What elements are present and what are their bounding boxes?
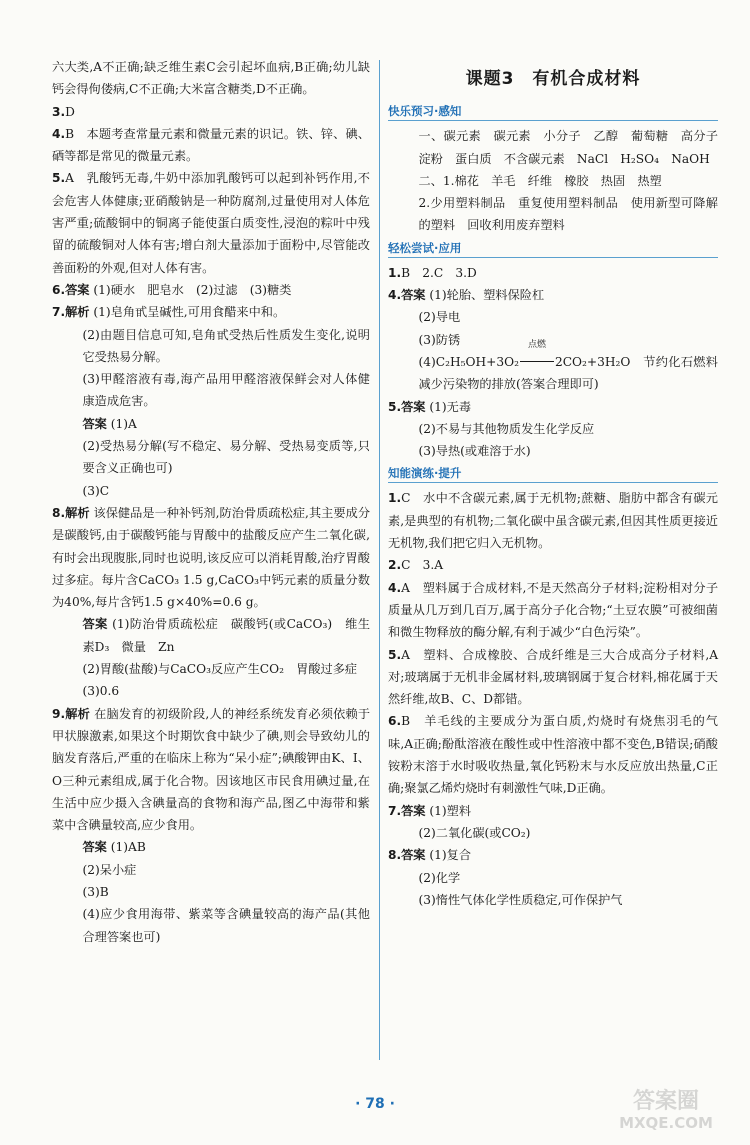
answer-paragraph <box>388 844 718 866</box>
answer-paragraph <box>52 903 370 948</box>
question-number: 4. <box>388 288 402 303</box>
answer-text: (2)不易与其他物质发生化学反应 <box>418 421 595 436</box>
answer-label: 答案 <box>401 848 426 863</box>
answer-text: C 3.A <box>401 558 444 573</box>
question-number: 5. <box>388 647 402 662</box>
watermark-logo <box>596 1082 736 1134</box>
answer-text: (1)轮胎、塑料保险杠 <box>429 288 545 303</box>
answer-paragraph <box>52 859 370 881</box>
answer-text: 六大类,A不正确;缺乏维生素C会引起坏血病,B正确;幼儿缺钙会得佝偻病,C不正确;大米富含糖类,D不正确。 <box>52 60 370 97</box>
answer-paragraph <box>388 867 718 889</box>
answer-paragraph <box>52 881 370 903</box>
preview-answers <box>388 125 731 236</box>
answer-text: (3)B <box>82 884 109 899</box>
answer-paragraph <box>388 554 718 576</box>
question-number: 1. <box>388 265 402 280</box>
page-number: · 78 · <box>355 1096 395 1112</box>
answer-label: 解析 <box>65 706 91 721</box>
answer-paragraph <box>388 284 718 306</box>
answer-label: 答案 <box>82 416 107 431</box>
watermark-line1: 答案圈 <box>632 1089 700 1114</box>
answer-paragraph <box>52 680 370 702</box>
answer-text: 该保健品是一种补钙剂,防治骨质疏松症,其主要成分是碳酸钙,由于碳酸钙能与胃酸中的盐酸反应产生二氧化碳,有时会出现腹胀,同时也说明,该反应可以消耗胃酸,治疗胃酸过多症。每片含CaCO₃ 1.5 g,CaCO₃中钙元素的质量分数为40%,每片含钙1.5 g×40%=0.6 g。 <box>52 505 371 610</box>
practice-answers <box>388 487 718 911</box>
right-column <box>388 56 731 911</box>
question-number: 3. <box>52 104 66 119</box>
answer-text: B 2.C 3.D <box>401 265 477 280</box>
answer-paragraph <box>52 101 370 123</box>
answer-paragraph <box>52 123 370 168</box>
equation-arrow <box>519 339 555 373</box>
section-heading-practice: 知能演练·提升 <box>388 464 718 483</box>
answer-paragraph <box>52 368 370 413</box>
answer-text: (1)复合 <box>429 848 472 863</box>
question-number: 7. <box>52 305 66 320</box>
answer-text: (3)C <box>82 483 110 498</box>
answer-label: 答案 <box>82 840 107 855</box>
question-number: 6. <box>52 282 66 297</box>
answer-text: (3)0.6 <box>82 684 120 699</box>
answer-text: 一、碳元素 碳元素 小分子 乙醇 葡萄糖 高分子 淀粉 蛋白质 不含碳元素 NaCl H₂SO₄ NaOH <box>418 129 731 166</box>
answer-text: (3)导热(或难溶于水) <box>418 444 531 459</box>
answer-text: 在脑发育的初级阶段,人的神经系统发育必须依赖于甲状腺激素,如果这个时期饮食中缺少了碘,则会导致幼儿的脑发育落后,严重的在临床上称为“呆小症”;碘酸钾由K、I、O三种元素组成,属于化合物。因该地区市民食用碘过量,在生活中应少摄入含碘量高的食物和海产品,图乙中海带和紫菜中含碘量较高,应少食用。 <box>52 706 371 833</box>
answer-label: 解析 <box>65 305 90 320</box>
question-number: 6. <box>388 714 402 729</box>
answer-text: C 水中不含碳元素,属于无机物;蔗糖、脂肪中都含有碳元素,是典型的有机物;二氧化碳中虽含碳元素,但因其性质更接近无机物,我们把它归入无机物。 <box>388 491 718 551</box>
question-number: 4. <box>388 580 402 595</box>
answer-text: (4)应少食用海带、紫菜等含碘量较高的海产品(其他合理答案也可) <box>82 907 370 944</box>
answer-text: (2)化学 <box>418 870 461 885</box>
answer-text: (1)防治骨质疏松症 碳酸钙(或CaCO₃) 维生素D₃ 微量 Zn <box>82 617 371 654</box>
question-number: 7. <box>388 803 402 818</box>
question-number: 5. <box>52 171 66 186</box>
answer-text: (1)A <box>110 416 137 431</box>
answer-text: (3)甲醛溶液有毒,海产品用甲醛溶液保鲜会对人体健康造成危害。 <box>82 372 370 409</box>
answer-label: 答案 <box>401 399 426 414</box>
answer-paragraph <box>388 440 718 462</box>
answer-text: (3)防锈 <box>418 332 461 347</box>
answer-paragraph <box>388 644 718 711</box>
watermark-line2: MXQE.COM <box>619 1114 713 1132</box>
answer-paragraph <box>388 418 718 440</box>
answer-text: (2)二氧化碳(或CO₂) <box>418 825 531 840</box>
answer-paragraph <box>388 577 718 644</box>
answer-paragraph <box>52 502 370 613</box>
answer-text: A 塑料、合成橡胶、合成纤维是三大合成高分子材料,A对;玻璃属于无机非金属材料,玻璃钢属于复合材料,棉花属于天然纤维,故B、C、D都错。 <box>388 647 718 707</box>
answer-paragraph <box>388 306 718 328</box>
equation-reactants: (4)C₂H₅OH+3O₂ <box>418 354 519 369</box>
try-answers-cont <box>388 396 718 463</box>
answer-text: B 羊毛线的主要成分为蛋白质,灼烧时有烧焦羽毛的气味,A正确;酚酞溶液在酸性或中性溶液中都不变色,B错误;硝酸铵粉末溶于水时吸收热量,氧化钙粉末与水反应放出热量,C正确;聚氯乙烯灼烧时有刺激性气味,D正确。 <box>388 714 718 796</box>
answer-label: 解析 <box>65 505 90 520</box>
answer-text: 2.少用塑料制品 重复使用塑料制品 使用新型可降解的塑料 回收利用废弃塑料 <box>418 196 718 233</box>
answer-label: 答案 <box>401 803 426 818</box>
column-divider <box>379 60 380 1060</box>
answer-paragraph <box>388 889 718 911</box>
answer-text: (1)无毒 <box>429 399 472 414</box>
answer-label: 答案 <box>401 288 426 303</box>
answer-label: 答案 <box>82 617 108 632</box>
answer-paragraph <box>388 192 718 237</box>
answer-text: (2)受热易分解(写不稳定、易分解、受热易变质等,只要含义正确也可) <box>82 439 370 476</box>
answer-paragraph <box>52 324 370 369</box>
answer-paragraph <box>52 435 370 480</box>
left-column <box>52 56 370 948</box>
answer-paragraph <box>52 279 370 301</box>
answer-text: (3)惰性气体化学性质稳定,可作保护气 <box>418 892 623 907</box>
answer-paragraph <box>52 56 370 101</box>
answer-text: D <box>65 104 75 119</box>
answer-text: (2)呆小症 <box>82 862 137 877</box>
answer-paragraph <box>52 301 370 323</box>
answer-paragraph <box>52 167 370 278</box>
question-number: 4. <box>52 126 66 141</box>
answer-paragraph <box>52 703 370 837</box>
answer-paragraph <box>52 413 370 435</box>
answer-label: 答案 <box>65 282 90 297</box>
question-number: 1. <box>388 491 402 506</box>
answer-paragraph <box>52 836 370 858</box>
lesson-title: 课题3 有机合成材料 <box>465 69 641 89</box>
answer-text: (2)胃酸(盐酸)与CaCO₃反应产生CO₂ 胃酸过多症 <box>82 662 358 677</box>
answer-paragraph <box>388 822 718 844</box>
answer-text: B 本题考查常量元素和微量元素的识记。铁、锌、碘、硒等都是常见的微量元素。 <box>52 126 370 164</box>
answer-text: (1)塑料 <box>429 803 472 818</box>
answer-text: (1)硬水 肥皂水 (2)过滤 (3)糖类 <box>93 282 292 297</box>
answer-paragraph <box>388 396 718 418</box>
answer-text: (2)由题目信息可知,皂角甙受热后性质发生变化,说明它受热易分解。 <box>82 327 370 364</box>
answer-paragraph <box>52 658 370 680</box>
answer-text: (1)AB <box>110 840 146 855</box>
answer-text: A 乳酸钙无毒,牛奶中添加乳酸钙可以起到补钙作用,不会危害人体健康;亚硝酸钠是一种防腐剂,过量使用对人体危害严重;硫酸铜中的铜离子能使蛋白质变性,浸泡的粽叶中残留的硫酸铜对人体有害;增白剂大量添加于面粉中,尽管能改善面粉的外观,但对人体有害。 <box>52 171 370 275</box>
try-answers <box>388 262 718 351</box>
equation-products: 2CO₂+3H₂O 节约化石燃料 减少污染物的排放(答案合理即可) <box>418 354 731 392</box>
section-heading-try: 轻松尝试·应用 <box>388 239 718 258</box>
equation-condition: 点燃 <box>527 339 546 350</box>
answer-paragraph <box>52 613 370 658</box>
question-number: 9. <box>52 706 66 721</box>
section-heading-preview: 快乐预习·感知 <box>388 102 718 121</box>
answer-text: (1)皂角甙呈碱性,可用食醋来中和。 <box>93 305 286 320</box>
answer-text: 二、1.棉花 羊毛 纤维 橡胶 热固 热塑 <box>418 173 662 188</box>
answer-paragraph <box>52 480 370 502</box>
question-number: 5. <box>388 399 402 414</box>
answer-paragraph <box>388 487 718 554</box>
answer-paragraph <box>388 170 718 192</box>
answer-paragraph <box>388 710 718 799</box>
question-number: 8. <box>52 505 66 520</box>
answer-paragraph <box>388 262 718 284</box>
answer-paragraph <box>388 125 731 170</box>
answer-text: A 塑料属于合成材料,不是天然高分子材料;淀粉相对分子质量从几万到几百万,属于高分子化合物;“土豆农膜”可被细菌和微生物释放的酶分解,有利于减少“白色污染”。 <box>388 580 718 640</box>
question-number: 2. <box>388 558 402 573</box>
answer-text: (2)导电 <box>418 310 461 325</box>
question-number: 8. <box>388 848 402 863</box>
answer-paragraph <box>388 800 718 822</box>
